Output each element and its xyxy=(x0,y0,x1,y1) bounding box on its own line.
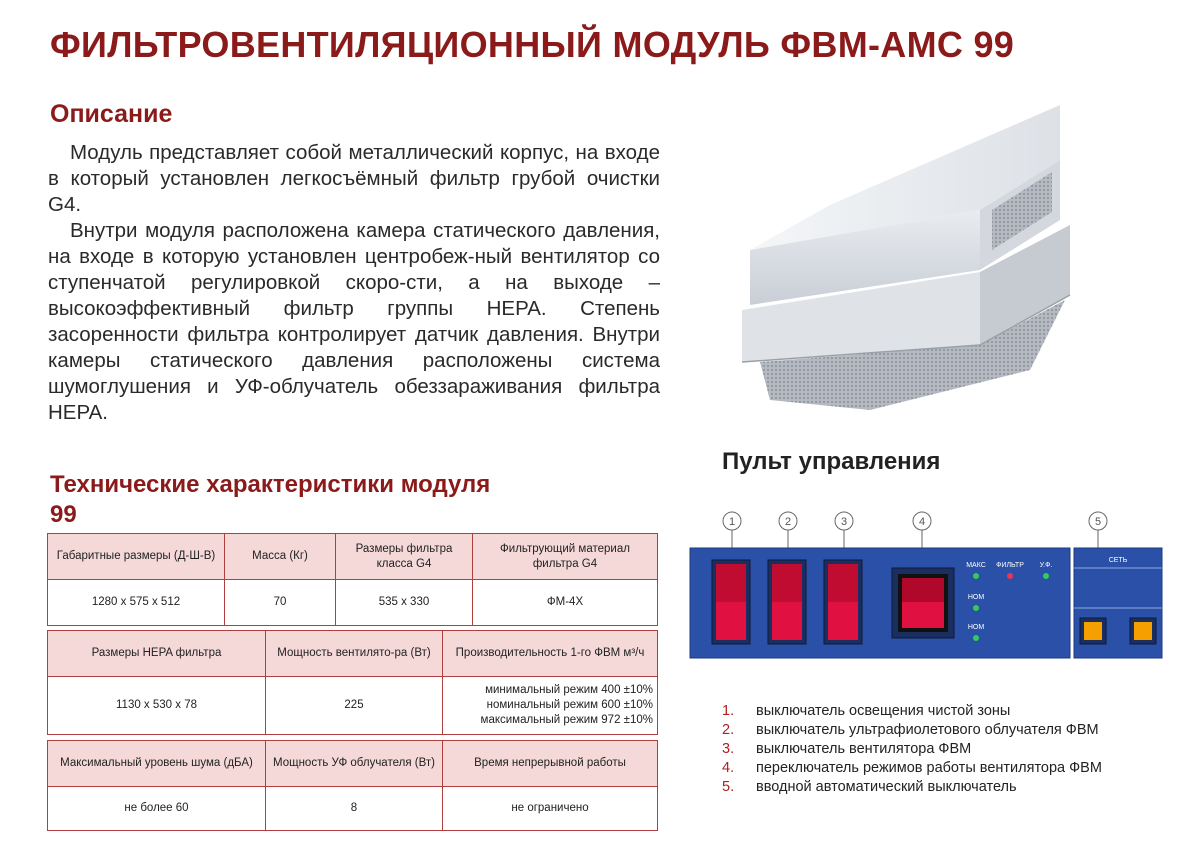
led-nom-2 xyxy=(973,635,979,641)
legend-text: вводной автоматический выключатель xyxy=(756,779,1017,795)
spec-table-3-value-row xyxy=(48,787,658,831)
led-filter xyxy=(1007,573,1013,579)
spec-table-2 xyxy=(47,630,658,735)
legend-num: 2. xyxy=(722,722,735,738)
header-g4-size: Размеры фильтра класса G4 xyxy=(336,534,473,580)
legend-num: 3. xyxy=(722,741,735,757)
switch-3[interactable] xyxy=(824,560,862,644)
mode-min: минимальный режим 400 ±10% xyxy=(485,684,653,696)
mode-nom: номинальный режим 600 ±10% xyxy=(486,699,653,711)
legend-text: выключатель вентилятора ФВМ xyxy=(756,741,972,757)
spec-table-1-header-row xyxy=(48,534,658,580)
header-dimensions: Габаритные размеры (Д-Ш-В) xyxy=(48,534,225,580)
value-noise: не более 60 xyxy=(48,787,266,831)
control-panel-image xyxy=(688,506,1168,666)
spec-table-2-header-row xyxy=(48,631,658,677)
spec-table-1-value-row xyxy=(48,580,658,626)
header-runtime: Время непрерывной работы xyxy=(443,741,658,787)
legend-text: выключатель ультрафиолетового облучателя ФВМ xyxy=(756,722,1099,738)
led-max xyxy=(973,573,979,579)
control-panel-heading: Пульт управления xyxy=(722,448,941,475)
label-nom-1: НОМ xyxy=(967,594,985,601)
label-max: МАКС xyxy=(966,562,986,569)
value-runtime: не ограничено xyxy=(443,787,658,831)
legend-num: 4. xyxy=(722,760,735,776)
description-paragraph-2: Внутри модуля расположена камера статического давления, на входе в которую установлен центробеж-ный вентилятор со ступенчатой регулировкой скоро-сти, а на выходе – высокоэффективный фильтр группы HEPA. Степень засоренности фильтра контролирует датчик давления. Внутри камеры статического давления расположены система шумоглушения и УФ-облучатель обеззараживания фильтра HEPA. xyxy=(48,219,660,424)
device-image xyxy=(730,100,1150,430)
switch-1[interactable] xyxy=(712,560,750,644)
breaker-button-right[interactable] xyxy=(1130,618,1156,644)
value-fan-power: 225 xyxy=(266,677,443,735)
value-uv-power: 8 xyxy=(266,787,443,831)
legend-item xyxy=(722,740,1102,759)
value-mass: 70 xyxy=(225,580,336,626)
header-uv-power: Мощность УФ облучателя (Вт) xyxy=(266,741,443,787)
header-fan-power: Мощность вентилято-ра (Вт) xyxy=(266,631,443,677)
switch-2[interactable] xyxy=(768,560,806,644)
led-uv xyxy=(1043,573,1049,579)
mode-max: максимальный режим 972 ±10% xyxy=(480,714,653,726)
value-hepa-size: 1130 x 530 x 78 xyxy=(48,677,266,735)
mode-switch-4[interactable] xyxy=(892,568,954,638)
callout-5: 5 xyxy=(1094,516,1102,528)
led-nom-1 xyxy=(973,605,979,611)
header-capacity: Производительность 1-го ФВМ м³/ч xyxy=(443,631,658,677)
legend-num: 5. xyxy=(722,779,735,795)
header-hepa-size: Размеры HEPA фильтра xyxy=(48,631,266,677)
header-g4-material: Фильтрующий материал фильтра G4 xyxy=(473,534,658,580)
legend-item xyxy=(722,778,1102,797)
legend-item xyxy=(722,702,1102,721)
callout-1: 1 xyxy=(728,516,736,528)
header-noise: Максимальный уровень шума (дБА) xyxy=(48,741,266,787)
header-mass: Масса (Кг) xyxy=(225,534,336,580)
legend-text: переключатель режимов работы вентилятора ФВМ xyxy=(756,760,1102,776)
specs-heading: Технические характеристики модуля 99 xyxy=(50,471,491,528)
page-title: ФИЛЬТРОВЕНТИЛЯЦИОННЫЙ МОДУЛЬ ФВМ-АМС 99 xyxy=(50,24,1015,65)
description-paragraph-1: Модуль представляет собой металлический корпус, на входе в который установлен легкосъёмный фильтр грубой очистки G4. xyxy=(48,141,660,216)
control-panel-legend xyxy=(722,702,1102,797)
description-text xyxy=(48,140,660,426)
value-g4-material: ФМ-4Х xyxy=(473,580,658,626)
legend-num: 1. xyxy=(722,703,735,719)
spec-table-3 xyxy=(47,740,658,831)
spec-table-3-header-row xyxy=(48,741,658,787)
breaker-button-left[interactable] xyxy=(1080,618,1106,644)
description-heading: Описание xyxy=(50,100,173,128)
spec-table-2-value-row xyxy=(48,677,658,735)
value-capacity-modes xyxy=(443,677,658,735)
label-network: СЕТЬ xyxy=(1108,557,1128,564)
label-nom-2: НОМ xyxy=(967,624,985,631)
value-dimensions: 1280 x 575 x 512 xyxy=(48,580,225,626)
spec-table-1 xyxy=(47,533,658,626)
value-g4-size: 535 x 330 xyxy=(336,580,473,626)
legend-item xyxy=(722,759,1102,778)
legend-item xyxy=(722,721,1102,740)
callout-2: 2 xyxy=(784,516,792,528)
callout-3: 3 xyxy=(840,516,848,528)
label-uv: У.Ф. xyxy=(1039,562,1053,569)
legend-text: выключатель освещения чистой зоны xyxy=(756,703,1011,719)
callout-4: 4 xyxy=(918,516,926,528)
label-filter: ФИЛЬТР xyxy=(996,562,1024,569)
